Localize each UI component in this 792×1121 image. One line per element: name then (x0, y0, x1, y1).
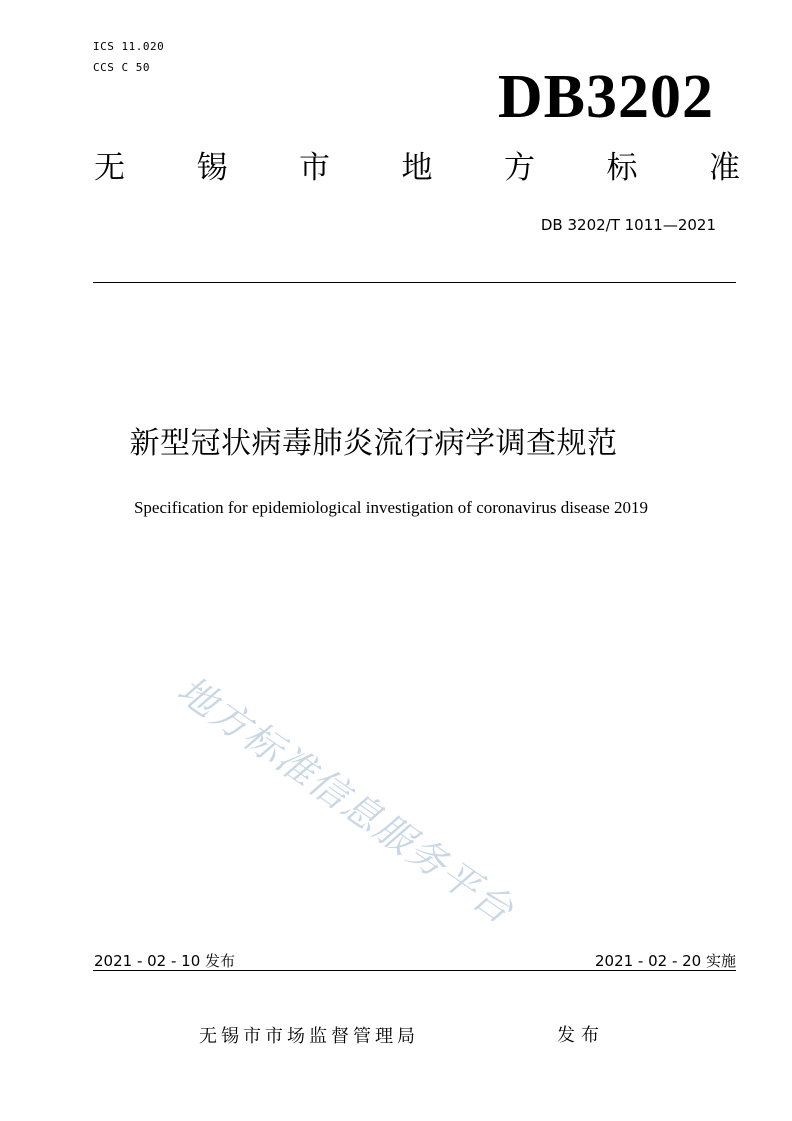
publish-label: 发布 (557, 1025, 605, 1046)
category-char: 准 (709, 150, 740, 186)
category-char: 标 (606, 150, 638, 186)
watermark: 地方标准信息服务平台 (169, 667, 523, 933)
category-char: 无 (94, 150, 125, 186)
top-divider (93, 282, 736, 283)
ccs-code: CCS C 50 (93, 61, 150, 74)
standard-number: DB 3202/T 1011—2021 (540, 216, 716, 234)
bottom-divider (93, 970, 736, 971)
ics-code: ICS 11.020 (93, 40, 165, 53)
standard-mark: DB3202 (497, 63, 714, 131)
standard-category (94, 150, 740, 186)
title-chinese-text: 新型冠状病毒肺炎流行病学调查规范 (129, 426, 618, 461)
title-english (0, 498, 792, 518)
category-char: 方 (504, 150, 535, 186)
title-chinese (0, 427, 792, 460)
implementation-date: 2021 - 02 - 20 实施 (594, 952, 736, 970)
category-char: 市 (299, 150, 330, 186)
publisher: 无锡市市场监督管理局 (199, 1026, 419, 1047)
category-char: 地 (401, 150, 433, 186)
issue-date: 2021 - 02 - 10 发布 (94, 952, 236, 970)
category-char: 锡 (196, 150, 228, 186)
title-english-text: Specification for epidemiological investigation of coronavirus disease 2019 (133, 498, 649, 517)
